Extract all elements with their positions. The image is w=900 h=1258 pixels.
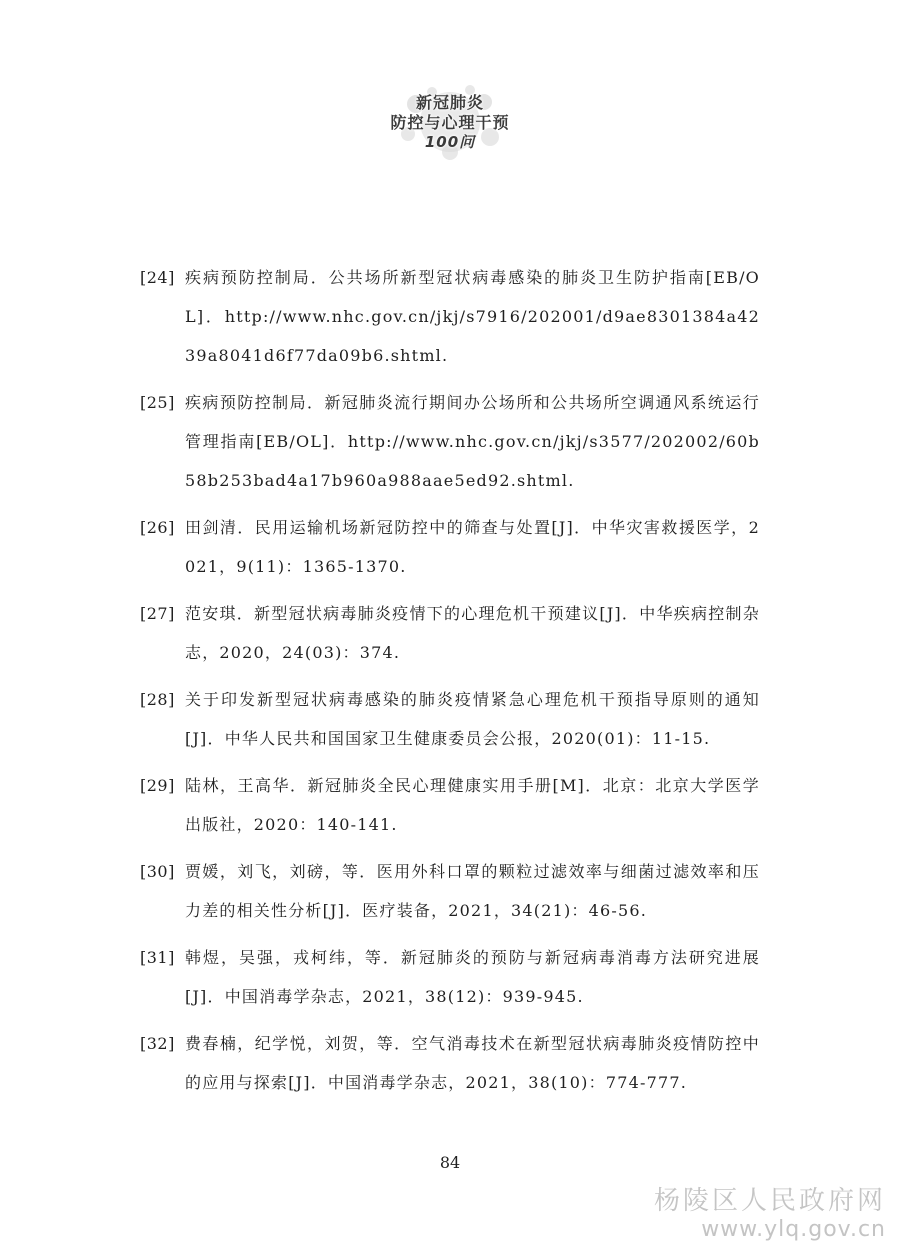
header-title-line1: 新冠肺炎 xyxy=(415,93,484,112)
header-title-line2: 防控与心理干预 xyxy=(390,113,510,132)
reference-item xyxy=(140,938,760,1016)
page-number: 84 xyxy=(439,1153,461,1172)
reference-number: [29] xyxy=(140,776,175,795)
reference-number: [31] xyxy=(140,948,175,967)
reference-item xyxy=(140,766,760,844)
reference-text: 韩煜，吴强，戎柯纬，等．新冠肺炎的预防与新冠病毒消毒方法研究进展[J]．中国消毒学杂志，2021，38(12)：939-945. xyxy=(185,948,760,1006)
reference-item xyxy=(140,508,760,586)
header-title-line3: 100问 xyxy=(424,133,476,151)
reference-text: 关于印发新型冠状病毒感染的肺炎疫情紧急心理危机干预指导原则的通知[J]．中华人民共和国国家卫生健康委员会公报，2020(01)：11-15. xyxy=(185,690,760,748)
book-title-logo xyxy=(380,82,520,162)
reference-number: [24] xyxy=(140,268,175,287)
reference-item xyxy=(140,258,760,375)
watermark xyxy=(654,1180,886,1242)
reference-number: [30] xyxy=(140,862,175,881)
reference-text: 田剑清．民用运输机场新冠防控中的筛查与处置[J]．中华灾害救援医学，2021，9(11)：1365-1370. xyxy=(185,518,760,576)
reference-number: [25] xyxy=(140,393,175,412)
reference-item xyxy=(140,852,760,930)
reference-number: [26] xyxy=(140,518,175,537)
reference-text: 疾病预防控制局．新冠肺炎流行期间办公场所和公共场所空调通风系统运行管理指南[EB/OL]．http://www.nhc.gov.cn/jkj/s3577/202002/60b58b253bad4a17b960a988aae5ed92.shtml. xyxy=(185,393,760,490)
reference-text: 费春楠，纪学悦，刘贺，等．空气消毒技术在新型冠状病毒肺炎疫情防控中的应用与探索[J]．中国消毒学杂志，2021，38(10)：774-777. xyxy=(185,1034,760,1092)
reference-item xyxy=(140,383,760,500)
reference-number: [28] xyxy=(140,690,175,709)
watermark-site-name: 杨陵区人民政府网 xyxy=(653,1186,886,1216)
reference-item xyxy=(140,1024,760,1102)
reference-item xyxy=(140,594,760,672)
watermark-url: www.ylq.gov.cn xyxy=(701,1217,886,1242)
reference-list xyxy=(140,258,760,1110)
reference-text: 范安琪．新型冠状病毒肺炎疫情下的心理危机干预建议[J]．中华疾病控制杂志，2020，24(03)：374. xyxy=(185,604,760,662)
reference-item xyxy=(140,680,760,758)
reference-text: 陆林，王高华．新冠肺炎全民心理健康实用手册[M]．北京：北京大学医学出版社，2020：140-141. xyxy=(185,776,760,834)
reference-number: [27] xyxy=(140,604,175,623)
reference-text: 贾媛，刘飞，刘磅，等．医用外科口罩的颗粒过滤效率与细菌过滤效率和压力差的相关性分析[J]．医疗装备，2021，34(21)：46-56. xyxy=(185,862,760,920)
reference-number: [32] xyxy=(140,1034,175,1053)
reference-text: 疾病预防控制局．公共场所新型冠状病毒感染的肺炎卫生防护指南[EB/OL]．http://www.nhc.gov.cn/jkj/s7916/202001/d9ae8301384a4239a8041d6f77da09b6.shtml. xyxy=(185,268,760,365)
